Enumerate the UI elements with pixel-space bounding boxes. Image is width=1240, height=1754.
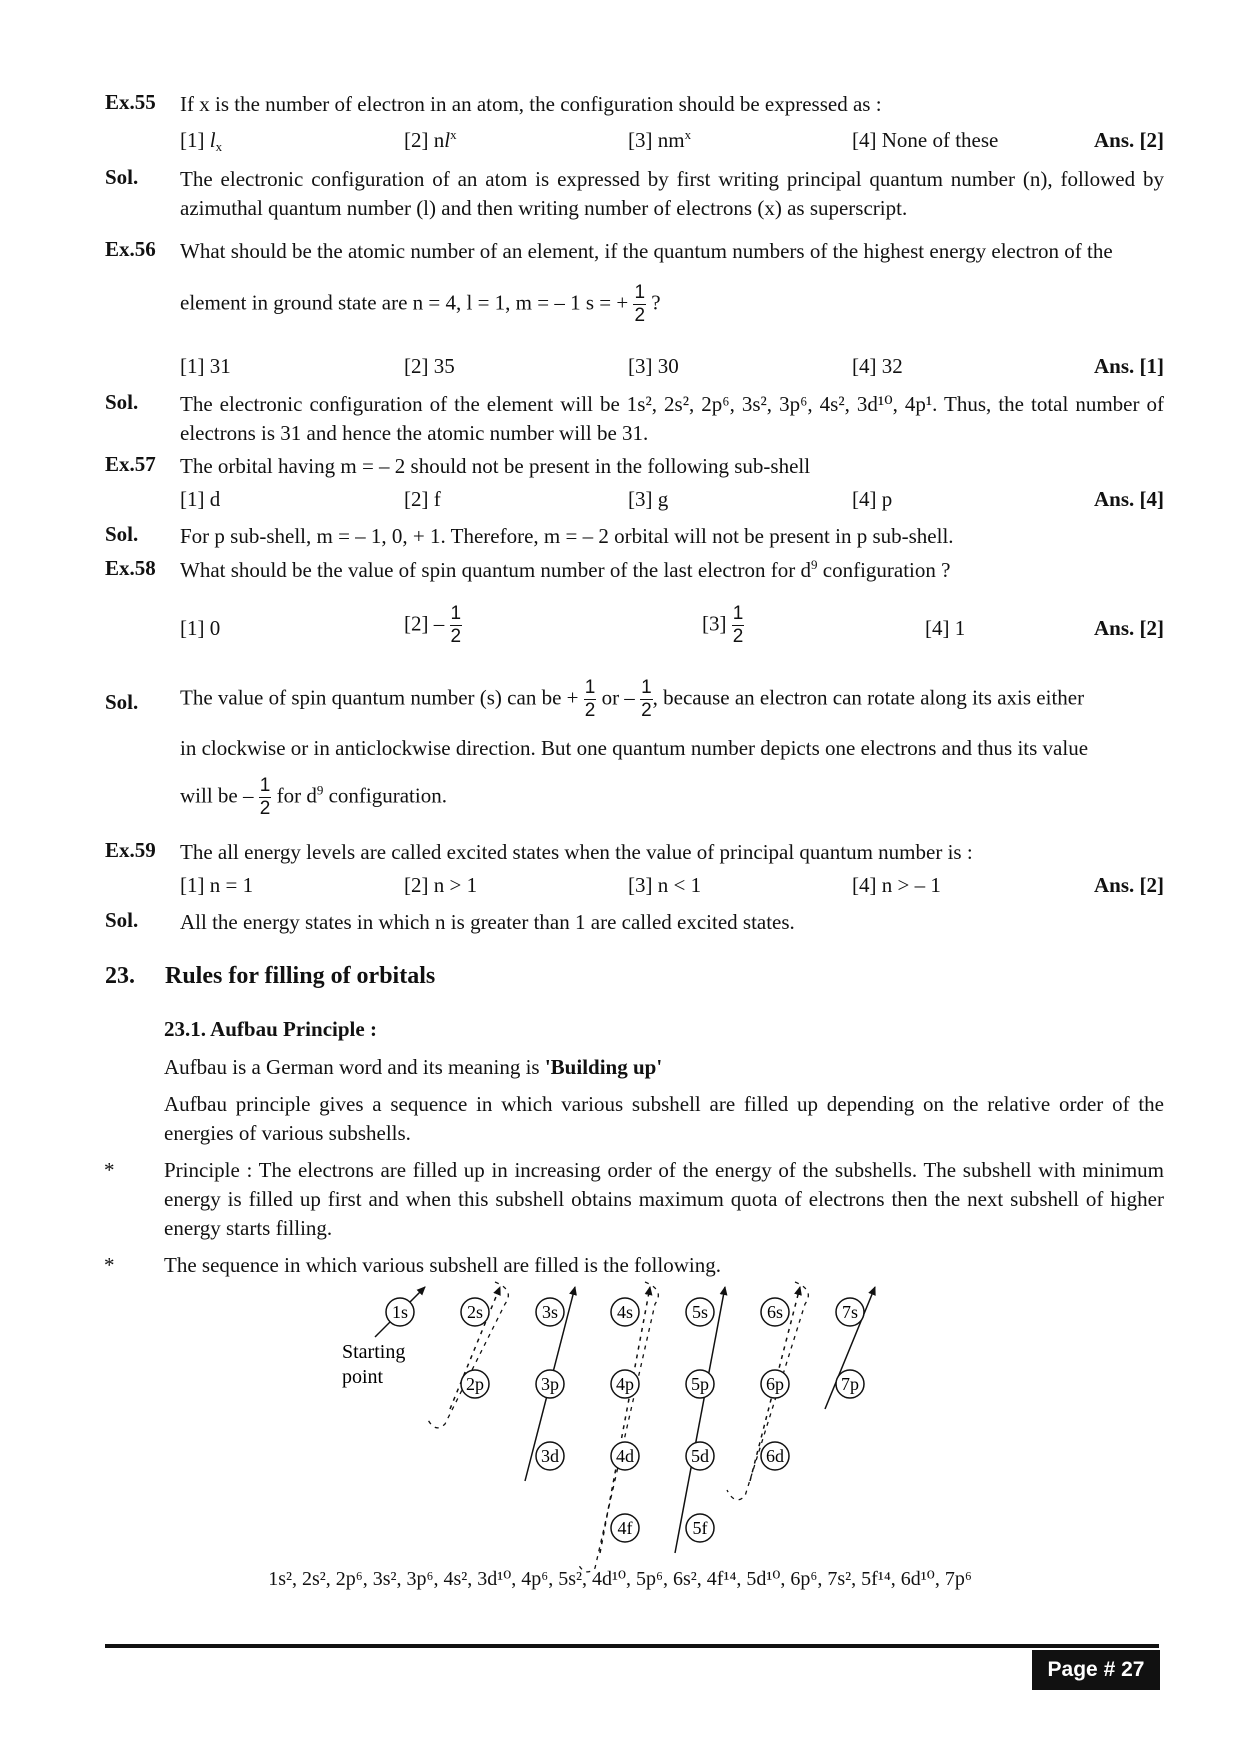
ex59-option-2: [2] n > 1 <box>404 873 478 897</box>
subshell-label: 5d <box>691 1446 709 1466</box>
ex58-option-3: [3] $\frac{1}{2}$ <box>702 603 744 647</box>
ex59-option-1: [1] n = 1 <box>180 873 254 897</box>
section-number: 23. <box>105 963 135 989</box>
ex56-option-3: [3] 30 <box>628 354 679 378</box>
ex59-answer: Ans. [2] <box>1093 873 1164 897</box>
ex57-label: Ex.57 <box>105 452 156 476</box>
subsection-title: 23.1. Aufbau Principle : <box>164 1017 377 1041</box>
aufbau-meaning: Aufbau is a German word and its meaning is 'Building up' <box>164 1055 663 1079</box>
ex58-sol-label: Sol. <box>105 690 139 714</box>
aufbau-description: Aufbau principle gives a sequence in which various subshell are filled up depending on the relative order of the energies of various subshells. <box>164 1092 1164 1145</box>
ex55-option-1: [1] $l_x$ <box>180 128 223 154</box>
ex57-sol-label: Sol. <box>105 522 139 546</box>
ex57-option-2: [2] f <box>404 487 441 511</box>
ex56-question-line1: What should be the atomic number of an element, if the quantum numbers of the highest energy electron of the <box>180 239 1113 263</box>
ex58-answer: Ans. [2] <box>1093 616 1164 640</box>
ex59-sol-label: Sol. <box>105 908 139 932</box>
ex56-option-1: [1] 31 <box>180 354 231 378</box>
ex58-option-4: [4] 1 <box>925 616 966 640</box>
starting-point-label-2: point <box>342 1366 384 1388</box>
sequence-intro: The sequence in which various subshell are filled is the following. <box>164 1253 721 1277</box>
ex59-option-4: [4] n > – 1 <box>852 873 941 897</box>
ex57-question: The orbital having m = – 2 should not be present in the following sub-shell <box>180 454 811 478</box>
ex58-option-1: [1] 0 <box>180 616 221 640</box>
ex58-question: What should be the value of spin quantum number of the last electron for $d^9$ configuration ? <box>180 557 951 582</box>
ex57-option-3: [3] g <box>628 487 669 511</box>
bullet-star: * <box>104 1253 115 1277</box>
ex55-solution: The electronic configuration of an atom is expressed by first writing principal quantum number (n), followed by azimuthal quantum number (l) and then writing number of electrons (x) as superscript. <box>180 167 1164 220</box>
ex56-question-line2: element in ground state are n = 4, l = 1, m = – 1 s = + $\frac{1}{2}$ ? <box>180 282 661 326</box>
ex56-solution: The electronic configuration of the element will be 1s², 2s², 2p⁶, 3s², 3p⁶, 4s², 3d¹⁰, 4p¹. Thus, the total number of electrons is 31 and hence the atomic number will be 31. <box>180 392 1164 445</box>
ex55-sol-label: Sol. <box>105 165 139 189</box>
bullet-star: * <box>104 1158 115 1182</box>
ex58-option-2: [2] – $\frac{1}{2}$ <box>404 603 462 647</box>
ex55-option-4: [4] None of these <box>852 128 999 152</box>
ex56-label: Ex.56 <box>105 237 156 261</box>
ex56-sol-label: Sol. <box>105 390 139 414</box>
subshell-label: 3s <box>541 1302 559 1322</box>
diagonal-arrow <box>675 1287 725 1553</box>
subshell-label: 4s <box>616 1302 634 1322</box>
subshell-label: 3d <box>541 1446 559 1466</box>
ex58-solution-line3: will be – $\frac{1}{2}$ for $d^9$ configuration. <box>180 775 447 819</box>
ex59-label: Ex.59 <box>105 838 156 862</box>
section-title: Rules for filling of orbitals <box>165 963 436 989</box>
ex59-question: The all energy levels are called excited states when the value of principal quantum number is : <box>180 840 973 864</box>
ex58-solution-line1: The value of spin quantum number (s) can be + $\frac{1}{2}$ or – $\frac{1}{2}$ , because an electron can rotate along its axis either <box>180 677 1085 721</box>
subshell-label: 6s <box>766 1302 784 1322</box>
ex55-option-2: [2] $nl^x$ <box>404 127 457 152</box>
subshell-label: 3p <box>541 1374 559 1394</box>
subshell-label: 6p <box>766 1374 784 1394</box>
ex57-answer: Ans. [4] <box>1093 487 1164 511</box>
footer-rule <box>105 1644 1159 1648</box>
ex56-answer: Ans. [1] <box>1093 354 1164 378</box>
subshell-label: 2s <box>466 1302 484 1322</box>
page-number-badge: Page # 27 <box>1032 1650 1160 1690</box>
subshell-label: 4p <box>616 1374 634 1394</box>
ex55-option-3: [3] $nm^x$ <box>628 127 692 152</box>
subshell-label: 4f <box>617 1518 633 1538</box>
ex56-option-2: [2] 35 <box>404 354 455 378</box>
ex55-question: If x is the number of electron in an atom, the configuration should be expressed as : <box>180 92 882 116</box>
subshell-label: 5p <box>691 1374 709 1394</box>
subshell-label: 4d <box>616 1446 634 1466</box>
ex59-option-3: [3] n < 1 <box>628 873 702 897</box>
filling-sequence: 1s², 2s², 2p⁶, 3s², 3p⁶, 4s², 3d¹⁰, 4p⁶, 5s², 4d¹⁰, 5p⁶, 6s², 4f¹⁴, 5d¹⁰, 6p⁶, 7s², 5f¹⁴, 6d¹⁰, 7p⁶ <box>268 1568 972 1590</box>
subshell-label: 5s <box>691 1302 709 1322</box>
ex57-option-1: [1] d <box>180 487 221 511</box>
ex56-half-fraction: $\frac{1}{2}$ <box>634 282 646 326</box>
subshell-label: 7p <box>841 1374 859 1394</box>
ex58-label: Ex.58 <box>105 556 156 580</box>
ex57-solution: For p sub-shell, m = – 1, 0, + 1. Therefore, m = – 2 orbital will not be present in p sub-shell. <box>180 524 954 548</box>
subshell-label: 7s <box>841 1302 859 1322</box>
subshell-label: 2p <box>466 1374 484 1394</box>
ex55-answer: Ans. [2] <box>1093 128 1164 152</box>
principle-text: Principle : The electrons are filled up in increasing order of the energy of the subshells. The subshell with minimum energy is filled up first and when this subshell obtains maximum quota of electrons then the next subshell of higher energy starts filling. <box>164 1158 1164 1240</box>
subshell-label: 5f <box>692 1518 708 1538</box>
subshell-label: 6d <box>766 1446 784 1466</box>
ex58-solution-line2: in clockwise or in anticlockwise direction. But one quantum number depicts one electrons and thus its value <box>180 736 1089 760</box>
ex55-label: Ex.55 <box>105 90 156 114</box>
ex57-option-4: [4] p <box>852 487 893 511</box>
starting-point-label: Starting <box>342 1341 406 1363</box>
ex56-option-4: [4] 32 <box>852 354 903 378</box>
ex59-solution: All the energy states in which n is greater than 1 are called excited states. <box>180 910 795 934</box>
subshell-label: 1s <box>391 1302 409 1322</box>
